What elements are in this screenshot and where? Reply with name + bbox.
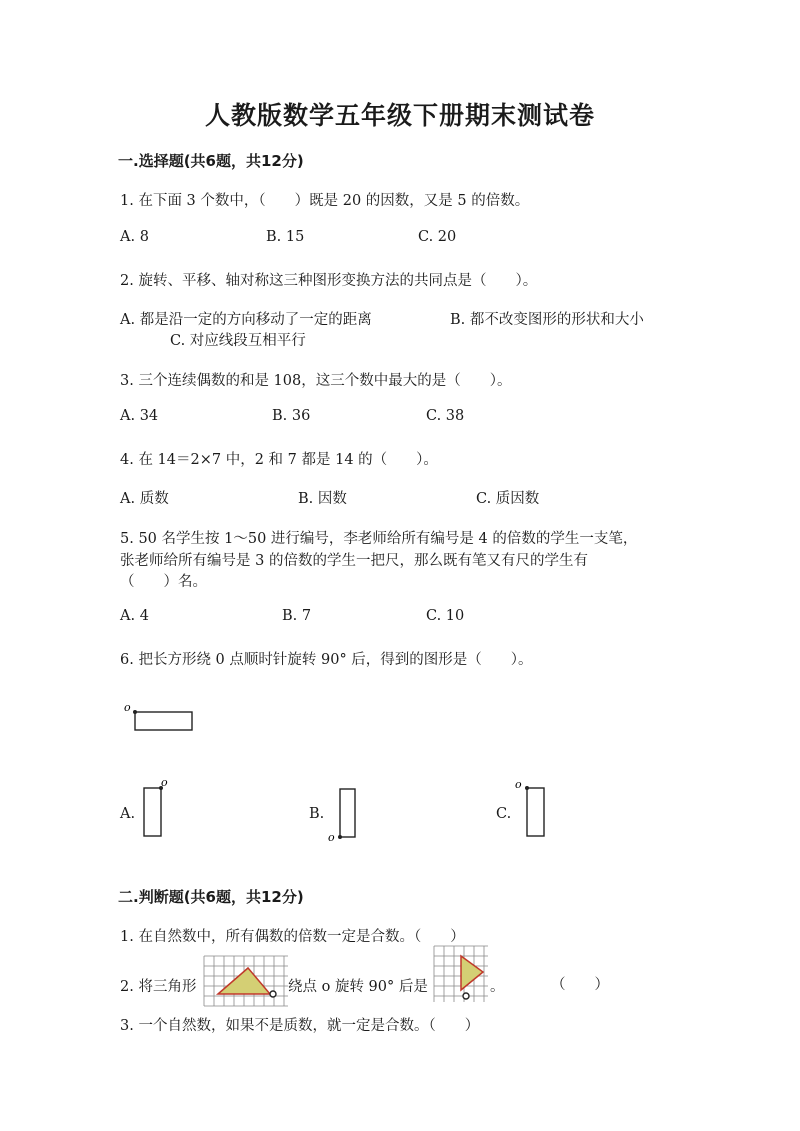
svg-text:o: o [161,776,168,789]
q6-option-b[interactable]: B. [309,806,325,822]
question-5-line-1: 5. 50 名学生按 1～50 进行编号，李老师给所有编号是 4 的倍数的学生一支笔， [120,531,638,547]
q3-option-c[interactable]: C. 38 [426,408,465,424]
q4-option-c[interactable]: C. 质因数 [476,491,540,507]
page-title: 人教版数学五年级下册期末测试卷 [204,101,595,130]
judgement-question-2-after: 。 [490,979,505,995]
judgement-question-2-before: 2. 将三角形 [120,979,197,995]
svg-text:o: o [328,831,335,844]
question-2: 2. 旋转、平移、轴对称这三种图形变换方法的共同点是（ ）。 [120,273,538,289]
question-6: 6. 把长方形绕 0 点顺时针旋转 90° 后，得到的图形是（ ）。 [120,652,533,668]
judgement-question-3: 3. 一个自然数，如果不是质数，就一定是合数。（ ） [120,1018,480,1034]
section-heading-judgement: 二.判断题(共6题，共12分) [118,888,304,906]
q2-option-c[interactable]: C. 对应线段互相平行 [170,333,306,349]
judgement-question-1: 1. 在自然数中，所有偶数的倍数一定是合数。（ ） [120,929,465,945]
q4-option-a[interactable]: A. 质数 [120,491,169,507]
question-3: 3. 三个连续偶数的和是 108，这三个数中最大的是（ ）。 [120,373,512,389]
question-5-line-3: （ ）名。 [120,574,207,590]
q1-option-a[interactable]: A. 8 [120,229,149,245]
q5-option-a[interactable]: A. 4 [120,608,149,624]
q6-option-c-figure[interactable] [512,775,552,845]
judgement-question-2-middle: 绕点 o 旋转 90° 后是 [288,979,428,995]
judgement-question-2-blank[interactable]: （ ） [551,977,609,993]
q6-option-a[interactable]: A. [120,806,136,822]
q6-point-label: o [124,701,131,714]
q4-option-b[interactable]: B. 因数 [298,491,347,507]
q5-option-b[interactable]: B. 7 [282,608,312,624]
triangle-grid-figure [204,956,288,1008]
q6-original-rectangle [120,700,200,740]
q1-option-b[interactable]: B. 15 [266,229,305,245]
q3-option-b[interactable]: B. 36 [272,408,311,424]
question-5-line-2: 张老师给所有编号是 3 的倍数的学生一把尺，那么既有笔又有尺的学生有 [120,553,588,569]
rotated-triangle-grid-figure [434,946,490,1004]
question-4: 4. 在 14＝2×7 中，2 和 7 都是 14 的（ ）。 [120,452,438,468]
q2-option-b[interactable]: B. 都不改变图形的形状和大小 [450,312,644,328]
q3-option-a[interactable]: A. 34 [120,408,159,424]
q1-option-c[interactable]: C. 20 [418,229,457,245]
q6-option-b-figure[interactable] [328,780,368,850]
q6-option-a-figure[interactable] [140,775,180,845]
question-1: 1. 在下面 3 个数中，（ ）既是 20 的因数，又是 5 的倍数。 [120,193,530,209]
q5-option-c[interactable]: C. 10 [426,608,465,624]
q2-option-a[interactable]: A. 都是沿一定的方向移动了一定的距离 [120,312,372,328]
section-heading-choice: 一.选择题(共6题，共12分) [118,152,304,170]
q6-option-c[interactable]: C. [496,806,512,822]
svg-text:o: o [515,778,522,791]
